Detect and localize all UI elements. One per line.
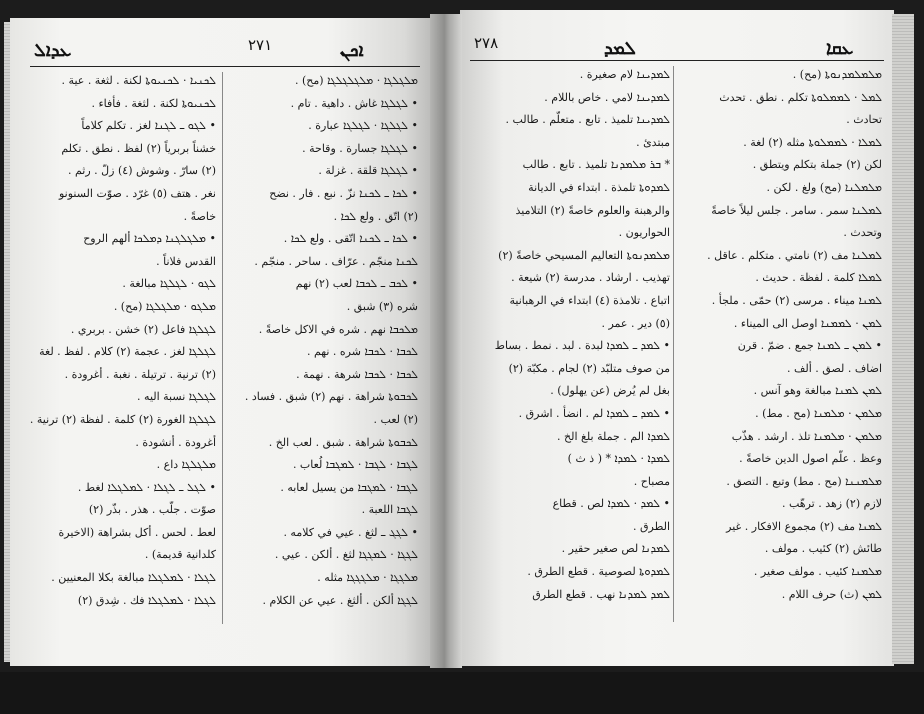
dictionary-entry: ܠܡܕܘܬܐ تلمذة . ابتداء في الديانة [528, 180, 670, 194]
dictionary-entry: ܡܠܡܠܢܐ (مح) ولغ . لكن . [766, 180, 882, 194]
dictionary-entry: ܡܠܡܕܢܘܬܐ التعاليم المسيحي خاصةً (٢) [498, 248, 670, 262]
dictionary-entry: ܠܡܕܝܢܐ لامي . خاص باللام . [544, 90, 670, 104]
dictionary-entry: ܠܡܠܐ · ܠܡܡܠܘܬܐ مثله (٢) لغة . [743, 135, 882, 149]
dictionary-entry: ܠܓܘ · ܠܓܠܓܐ مبالغة . [122, 277, 216, 291]
dictionary-entry: (٢) لعب . [373, 412, 418, 426]
dictionary-entry: كلدانية قديمة) . [144, 548, 216, 562]
left-running-head-catchword: ܥܕܐܠ [34, 40, 72, 61]
dictionary-entry: • ܠܡܕ ـ ܠܡܕܐ لم . انضأ . اشرق . [518, 406, 670, 420]
dictionary-entry: ܠܓܒܐ · ܠܡܓܒܐ من يسيل لعابه . [280, 480, 418, 494]
dictionary-entry: (٥) دير . عمر . [601, 316, 670, 330]
dictionary-entry: ܡܠܡܠܡܕܢܘܬܐ (مح) . [792, 68, 882, 81]
dictionary-entry: تهذيب . ارشاد . مدرسة (٢) شيعة . [511, 271, 670, 285]
dictionary-entry: ܡܠܡܢ · ܡܠܡܢܐ (مح . مط) . [755, 406, 882, 420]
book-gutter [430, 14, 462, 668]
dictionary-entry: لازم (٢) زهد . ترهّب . [782, 497, 882, 511]
left-page-inner-column [226, 70, 418, 612]
dictionary-entry: ܠܓܓܐ · ܠܡܓܓܐ لثغ . ألكن . عيي . [274, 548, 418, 562]
dictionary-entry: شره (٣) شبق . [346, 299, 418, 313]
dictionary-entry: ܠܡܠܢܐ مف (٢) نامتي . متكلم . عاقل . [707, 248, 882, 262]
dictionary-entry: ܡܠܟܒܐ نهم . شره في الاكل خاصةً . [258, 322, 418, 336]
dictionary-entry: • ܠܓܠܓܐ جسارة . وقاحة . [302, 141, 418, 155]
dictionary-entry: ܠܟܢܝܘܬܐ لكنة . لثغة . فأفاء . [91, 96, 216, 110]
dictionary-entry: ܠܡܢ · ܠܡܡܢܐ اوصل الى الميناء . [733, 316, 882, 330]
dictionary-entry: ܠܓܓܐ ألكن . ألثغ . عيي عن الكلام . [262, 593, 418, 607]
dictionary-entry: الطرق . [632, 519, 670, 533]
dictionary-entry: ܠܡܕ ܠܡܕܢܐ نهب . قطع الطرق [532, 587, 670, 601]
dictionary-entry: • ܠܡܢ ـ ܠܡܢܐ جمع . ضمّ . قرن [737, 339, 882, 353]
dictionary-entry: مصباح . [633, 474, 670, 488]
dictionary-entry: أغرودة . أنشودة . [135, 435, 216, 449]
dictionary-entry: اضاف . لصق . ألف . [787, 361, 882, 375]
dictionary-entry: ܠܡܕܝܢܐ لام صغيرة . [579, 68, 670, 81]
dictionary-entry: ܠܟܢܝܐ · ܠܟܢܝܘܬܐ لكنة . لثغة . عية . [61, 74, 216, 87]
dictionary-entry: ܠܡܢ ܠܡܢܐ مبالغة وهو آنس . [753, 384, 882, 398]
dictionary-entry: ܠܡܕܘܬܐ لصوصية . قطع الطرق . [527, 565, 670, 579]
dictionary-entry: تحادث . [846, 113, 882, 127]
left-page-outer-column [30, 70, 216, 612]
dictionary-entry: (٢) اتّق . ولع ܠܟܐ . [333, 209, 418, 223]
dictionary-entry: لعط . لحس . أكل بشراهة (الاخيرة [58, 525, 216, 539]
dictionary-entry: مبتدئ . [636, 135, 670, 149]
dictionary-entry: ܠܟܒܐ · ܠܟܒܐ شرهة . نهمة . [296, 367, 418, 381]
dictionary-entry: • ܠܓܠ ـ ܠܓܠܐ · ܠܡܠܓܠܐ لغط . [77, 480, 216, 494]
dictionary-entry: نغر . هتف (٥) غرّد . صوّت السنونو [59, 186, 216, 200]
dictionary-entry: ܡܠܡܢܐ كئيب . مولف صغير . [753, 565, 882, 579]
dictionary-entry: • ܡܠܓܠܓܢܐ ܕܡܠܟܐ ألهم الروح [83, 232, 216, 246]
right-page-inner-column [470, 64, 670, 606]
dictionary-entry: طائش (٢) كئيب . مولف . [764, 542, 882, 556]
dictionary-entry: • ܠܓܓ ـ لثغ . عيي في كلامه . [283, 525, 418, 539]
dictionary-entry: من صوف متلبّد (٢) لجام . مكبّة (٢) [508, 361, 670, 375]
right-page-outer-column [676, 64, 882, 606]
dictionary-entry: ܠܓܠܐ · ܠܡܠܓܠܐ فك . شِدق (٢) [77, 593, 216, 607]
dictionary-entry: • ܠܓܠܓܐ · ܠܓܠܓܐ عبارة . [308, 119, 418, 133]
dictionary-entry: ܡܠܡܢܢܐ (مح . مط) وتبع . التصق . [726, 474, 882, 488]
dictionary-entry: ܡܠܓܘ · ܡܠܓܠܓܐ (مح) . [113, 299, 216, 313]
dictionary-entry: ܠܡܢܐ مف (٢) مجموع الافكار . غير [726, 519, 882, 533]
dictionary-entry: ܠܡܕܐ · ܠܡܕܐ * ( ذ ث ) [567, 452, 670, 466]
dictionary-entry: * ܒܪ ܡܠܡܕܢܐ تلميذ . تابع . طالب [522, 158, 670, 172]
dictionary-entry: ܠܡܕܐ الم . جملة بلغ الخ . [557, 429, 670, 443]
dictionary-entry: (٢) سارّ . وشوش (٤) زلّ . رثم . [67, 164, 216, 178]
dictionary-entry: ܡܠܓܓܐ · ܡܠܓܓܓܐ مثله . [317, 571, 418, 585]
dictionary-entry: • ܠܡܕ ـ ܠܡܕܐ لبدة . لبد . نمط . بساط [494, 339, 670, 353]
dictionary-entry: ܠܟܒܐ · ܠܟܒܐ شره . نهم . [306, 345, 418, 359]
right-page-edge [892, 14, 914, 664]
dictionary-entry: • ܠܟܐ ـ ܠܟܢܐ اتّقى . ولع ܠܟܐ . [283, 232, 418, 246]
dictionary-entry: • ܠܟܐ ـ ܠܟܢܐ نزّ . نبع . فار . نضح [269, 186, 418, 200]
dictionary-entry: ܠܓܒܐ اللعبة . [361, 503, 418, 517]
dictionary-entry: والرهبنة والعلوم خاصةً (٢) التلاميذ [515, 203, 670, 217]
dictionary-entry: ܠܓܠܓܐ لغز . عجمة (٢) كلام . لفظ . لغة [39, 345, 216, 359]
dictionary-entry: وتحدث . [843, 226, 882, 240]
dictionary-entry: ܠܡܠ · ܠܡܡܠܘܬܐ تكلم . نطق . تحدث [719, 90, 882, 104]
dictionary-entry: خاصةً . [183, 209, 216, 223]
dictionary-entry: ܠܡܠܢܐ سمر . سامر . جلس ليلاً خاصةً [711, 203, 882, 217]
dictionary-entry: • ܠܓܠܓܐ قلقة . غزلة . [318, 164, 418, 178]
right-column-divider [673, 66, 674, 622]
dictionary-entry: ܠܓܒܐ · ܠܓܒܐ · ܠܡܓܒܐ لُعاب . [292, 458, 418, 472]
dictionary-entry: ܠܓܠܐ · ܠܡܠܓܠܐ مبالغة بكلا المعنيين . [51, 571, 216, 585]
dictionary-entry: القدس فلاناً . [156, 254, 216, 268]
dictionary-entry: ܠܓܠܓܐ الغورة (٢) كلمة . لفظة (٢) ترنية . [30, 412, 216, 426]
dictionary-entry: ܡܠܡܢ · ܡܠܡܢܐ تلذ . ارشد . هذّب [731, 429, 882, 443]
scan-bottom-border [0, 672, 924, 714]
dictionary-entry: صوّت . جلّب . هذر . بذّر (٢) [88, 503, 216, 517]
dictionary-entry: • ܠܓܠܓܐ غاش . داهية . تام . [290, 96, 418, 110]
dictionary-entry: ܠܡܕܢܐ لص صغير حقير . [561, 542, 670, 556]
right-page-number: ٢٧٨ [474, 34, 499, 52]
dictionary-entry: ܡܠܓܠܓܐ داع . [156, 458, 216, 472]
right-head-rule [470, 60, 884, 61]
dictionary-entry: (٢) ترنية . ترتيلة . نغبة . أغرودة . [64, 367, 216, 381]
dictionary-entry: • ܠܡܕ · ܠܡܕܐ لص . قطاع [552, 497, 670, 511]
left-column-divider [222, 72, 223, 624]
dictionary-entry: ܠܓܠܓܐ نسبة اليه . [137, 390, 216, 404]
right-running-head-title: ܠܡܕ [604, 38, 636, 59]
dictionary-entry: ܠܡܕܝܢܐ تلميذ . تابع . متعلّم . طالب . [505, 113, 670, 127]
dictionary-entry: • ܠܟܒ ـ ܠܟܒܐ لعب (٢) نهم [295, 277, 418, 291]
dictionary-entry: خشناً بربرياً (٢) لفظ . نطق . تكلم [61, 141, 216, 155]
dictionary-entry: لكن (٢) جملة بتكلم ويتطق . [752, 158, 882, 172]
dictionary-entry: ܠܟܒܘܬܐ شراهة . شبق . لعب الخ . [268, 435, 418, 449]
right-running-head-catchword: ܥܩܐ [826, 38, 854, 59]
dictionary-entry: وعظ . علّم اصول الدين خاصةً . [739, 452, 882, 466]
dictionary-entry: • ܠܓܘ ـ ܠܓܢܐ لغز . تكلم كلاماً [81, 119, 216, 133]
left-page-number: ٢٧١ [248, 36, 273, 54]
dictionary-entry: ܠܡܢ (ث) حرف اللام . [781, 587, 882, 601]
dictionary-entry: الحواريون . [618, 226, 670, 240]
dictionary-entry: ܠܟܒܘܬܐ شراهة . نهم (٢) شبق . فساد . [244, 390, 418, 404]
left-head-rule [30, 66, 420, 67]
dictionary-entry: اتباع . تلامذة (٤) ابتداء في الرهبانية [509, 293, 670, 307]
left-running-head-title: ܐܟܢ [340, 40, 364, 61]
dictionary-entry: ܡܠܓܠܓܐ · ܡܠܓܠܓܠܓܐ (مح) . [295, 74, 418, 87]
dictionary-entry: ܠܓܠܓܐ فاعل (٢) خشن . بربري . [70, 322, 216, 336]
dictionary-entry: ܠܡܢܐ ميناء . مرسى (٢) حمّى . ملجأ . [711, 293, 882, 307]
dictionary-entry: ܠܡܠܐ كلمة . لفظة . حديث . [755, 271, 882, 285]
dictionary-entry: بغل لم يُرض (عن يهلول) . [550, 384, 670, 398]
dictionary-entry: ܠܟܢܐ منجّم . عرّاف . ساحر . منجّم . [254, 254, 418, 268]
